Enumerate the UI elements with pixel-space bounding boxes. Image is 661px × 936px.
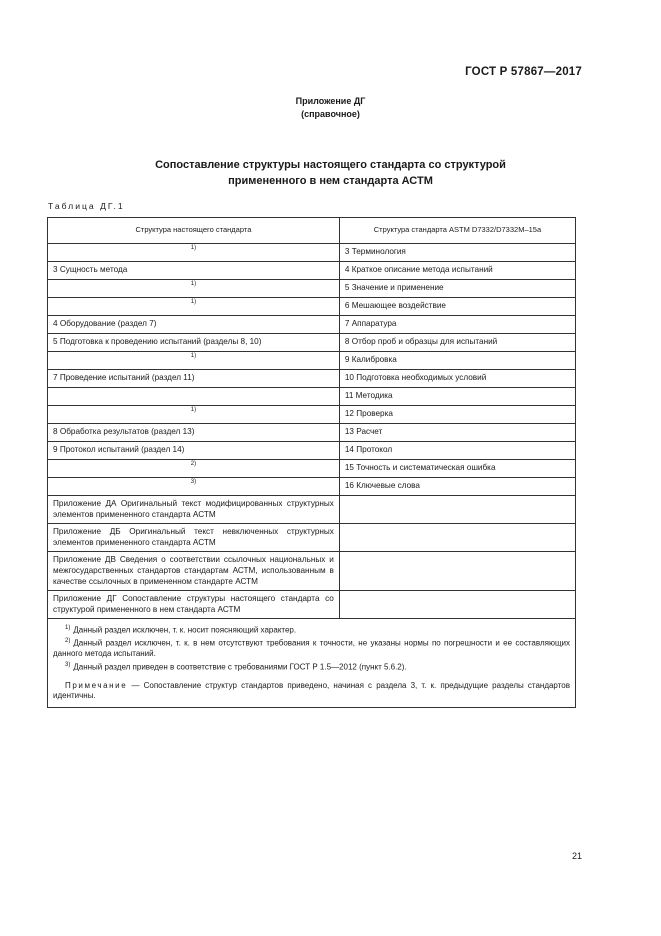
- table-cell-right: 4 Краткое описание метода испытаний: [339, 262, 575, 280]
- table-cell-left: 2): [48, 460, 340, 478]
- table-cell-left: 4 Оборудование (раздел 7): [48, 316, 340, 334]
- footnote-text: Данный раздел исключен, т. к. носит поясняющий характер.: [73, 626, 297, 635]
- column-header-current: Структура настоящего стандарта: [48, 218, 340, 244]
- table-row: [48, 424, 576, 442]
- footnote-mark: 3): [65, 661, 71, 668]
- appendix-type: (справочное): [301, 109, 360, 119]
- table-cell-left: Приложение ДВ Сведения о соответствии ссылочных национальных и межгосударственных стандартов стандартам АСТМ, использованным в качестве ссылочных в примененном стандарте АСТМ: [48, 552, 340, 591]
- table-row: [48, 280, 576, 298]
- table-cell-left: 1): [48, 352, 340, 370]
- table-cell-right: 12 Проверка: [339, 406, 575, 424]
- table-cell-right: 14 Протокол: [339, 442, 575, 460]
- table-cell-right: 13 Расчет: [339, 424, 575, 442]
- title-line-2: примененного в нем стандарта АСТМ: [228, 175, 433, 187]
- table-row: [48, 298, 576, 316]
- table-cell-left: 1): [48, 406, 340, 424]
- table-cell-right: [339, 496, 575, 524]
- table-cell-left: 9 Протокол испытаний (раздел 14): [48, 442, 340, 460]
- table-notes-row: [48, 619, 576, 707]
- table-cell-left: 3): [48, 478, 340, 496]
- table-row: [48, 262, 576, 280]
- table-row: [48, 388, 576, 406]
- table-cell-right: 6 Мешающее воздействие: [339, 298, 575, 316]
- table-cell-left: 1): [48, 298, 340, 316]
- footnote: [53, 660, 570, 673]
- footnote-mark: 1): [65, 625, 71, 632]
- table-row: [48, 552, 576, 591]
- table-cell-left: Приложение ДБ Оригинальный текст невключенных структурных элементов примененного стандарта АСТМ: [48, 524, 340, 552]
- table-note: [53, 681, 570, 702]
- footnote-mark: 2): [65, 638, 71, 645]
- column-header-astm: Структура стандарта ASTM D7332/D7332M–15a: [339, 218, 575, 244]
- table-cell-left: Приложение ДГ Сопоставление структуры настоящего стандарта со структурой примененного в нем стандарта АСТМ: [48, 591, 340, 619]
- table-cell-right: 5 Значение и применение: [339, 280, 575, 298]
- table-cell-right: 7 Аппаратура: [339, 316, 575, 334]
- table-cell-left: 3 Сущность метода: [48, 262, 340, 280]
- table-row: [48, 352, 576, 370]
- table-cell-left: Приложение ДА Оригинальный текст модифицированных структурных элементов примененного стандарта АСТМ: [48, 496, 340, 524]
- table-row: [48, 496, 576, 524]
- document-number: ГОСТ Р 57867—2017: [465, 66, 582, 78]
- table-row: [48, 406, 576, 424]
- table-cell-left: [48, 388, 340, 406]
- footnote: [53, 636, 570, 659]
- table-row: [48, 442, 576, 460]
- table-cell-right: 3 Терминология: [339, 244, 575, 262]
- document-title: [0, 157, 661, 189]
- table-cell-right: 16 Ключевые слова: [339, 478, 575, 496]
- table-cell-right: [339, 591, 575, 619]
- table-cell-left: 8 Обработка результатов (раздел 13): [48, 424, 340, 442]
- table-row: [48, 591, 576, 619]
- table-cell-right: 10 Подготовка необходимых условий: [339, 370, 575, 388]
- footnote: [53, 623, 570, 636]
- table-row: [48, 244, 576, 262]
- footnote-text: Данный раздел приведен в соответствие с требованиями ГОСТ Р 1.5—2012 (пункт 5.6.2).: [73, 662, 407, 672]
- note-label: Примечание: [65, 680, 128, 690]
- appendix-name: Приложение ДГ: [295, 96, 366, 106]
- table-caption: Таблица ДГ.1: [48, 201, 125, 211]
- table-row: [48, 524, 576, 552]
- table-cell-left: 1): [48, 280, 340, 298]
- table-cell-right: 9 Калибровка: [339, 352, 575, 370]
- table-cell-left: 1): [48, 244, 340, 262]
- table-cell-right: 15 Точность и систематическая ошибка: [339, 460, 575, 478]
- table-cell-left: 5 Подготовка к проведению испытаний (разделы 8, 10): [48, 334, 340, 352]
- table-cell-left: 7 Проведение испытаний (раздел 11): [48, 370, 340, 388]
- table-row: [48, 460, 576, 478]
- table-row: [48, 334, 576, 352]
- table-row: [48, 316, 576, 334]
- structure-comparison-table: [47, 217, 576, 708]
- title-line-1: Сопоставление структуры настоящего стандарта со структурой: [155, 159, 506, 171]
- table-notes: [48, 619, 576, 707]
- table-cell-right: [339, 552, 575, 591]
- table-row: [48, 478, 576, 496]
- note-text: — Сопоставление структур стандартов приведено, начиная с раздела 3, т. к. предыдущие разделы стандартов идентичны.: [53, 680, 570, 701]
- footnote-text: Данный раздел исключен, т. к. в нем отсутствуют требования к точности, не указаны нормы по погрешности и ее составляющих данного метода испытаний.: [53, 639, 570, 659]
- appendix-heading: [0, 95, 661, 121]
- table-header-row: [48, 218, 576, 244]
- table-row: [48, 370, 576, 388]
- table-cell-right: 8 Отбор проб и образцы для испытаний: [339, 334, 575, 352]
- table-cell-right: 11 Методика: [339, 388, 575, 406]
- page-number: 21: [571, 851, 582, 861]
- table-cell-right: [339, 524, 575, 552]
